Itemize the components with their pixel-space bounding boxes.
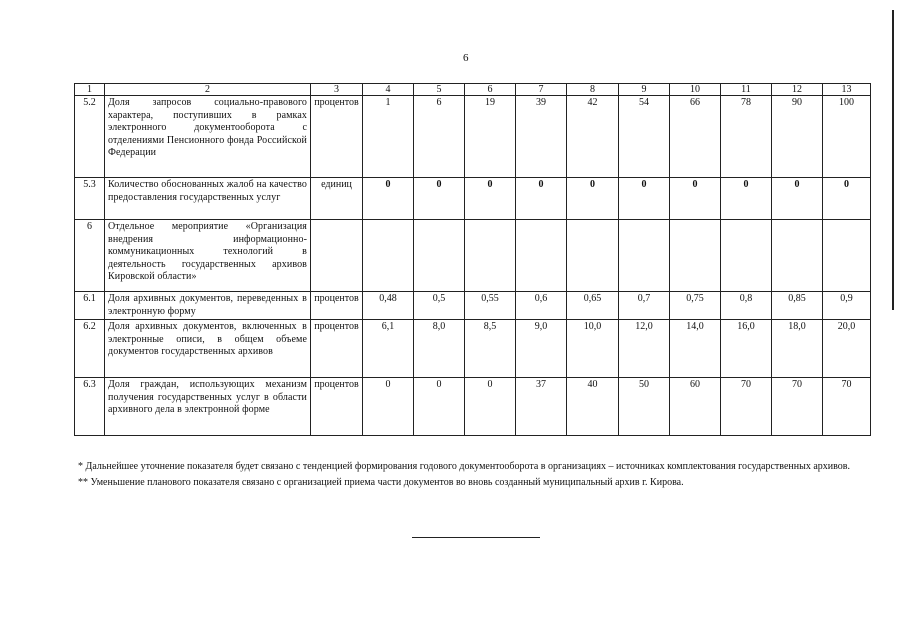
unit-cell: процентов [311,320,363,378]
value-cell: 66 [670,96,721,178]
value-cell [619,220,670,292]
footnote-1: * Дальнейшее уточнение показателя будет связано с тенденцией формирования годового документооборота в организациях – источниках комплектования государственных архивов. [78,461,850,472]
indicator-name: Доля запросов социально-правового характера, поступивших в рамках электронного документооборота с отделениями Пенсионного фонда Российской Федерации [105,96,311,178]
row-number: 6.2 [75,320,105,378]
value-cell: 78 [721,96,772,178]
value-cell [363,220,414,292]
header-cell: 1 [75,84,105,96]
header-cell: 3 [311,84,363,96]
value-cell: 70 [721,378,772,436]
value-cell: 54 [619,96,670,178]
value-cell [721,220,772,292]
value-cell: 0,5 [414,292,465,320]
table-row [75,220,871,292]
value-cell: 60 [670,378,721,436]
value-cell: 6 [414,96,465,178]
indicator-name: Количество обоснованных жалоб на качество предоставления государственных услуг [105,178,311,220]
value-cell: 0 [414,378,465,436]
value-cell [414,220,465,292]
value-cell: 0 [465,378,516,436]
value-cell: 0 [772,178,823,220]
value-cell: 0 [465,178,516,220]
value-cell: 19 [465,96,516,178]
indicator-name: Отдельное мероприятие «Организация внедрения информационно-коммуникационных технологий в деятельность государственных архивов Кировской области» [105,220,311,292]
value-cell: 16,0 [721,320,772,378]
value-cell: 39 [516,96,567,178]
header-cell: 6 [465,84,516,96]
value-cell: 0,55 [465,292,516,320]
header-cell: 7 [516,84,567,96]
header-cell: 12 [772,84,823,96]
end-separator-line [412,537,540,538]
footnotes [78,460,868,492]
value-cell: 9,0 [516,320,567,378]
unit-cell [311,220,363,292]
value-cell [670,220,721,292]
value-cell: 0 [516,178,567,220]
value-cell: 40 [567,378,619,436]
value-cell: 12,0 [619,320,670,378]
value-cell: 8,5 [465,320,516,378]
row-number: 6.3 [75,378,105,436]
value-cell: 0,48 [363,292,414,320]
table-row [75,292,871,320]
unit-cell: единиц [311,178,363,220]
value-cell: 8,0 [414,320,465,378]
value-cell: 1 [363,96,414,178]
unit-cell: процентов [311,378,363,436]
value-cell: 20,0 [823,320,871,378]
indicators-table [74,83,871,436]
value-cell: 0,7 [619,292,670,320]
value-cell: 0,65 [567,292,619,320]
value-cell: 42 [567,96,619,178]
value-cell: 0 [823,178,871,220]
value-cell: 0 [721,178,772,220]
header-cell: 5 [414,84,465,96]
value-cell: 0 [619,178,670,220]
header-cell: 11 [721,84,772,96]
value-cell: 70 [772,378,823,436]
table-row [75,378,871,436]
value-cell: 6,1 [363,320,414,378]
header-cell: 10 [670,84,721,96]
value-cell [567,220,619,292]
header-cell: 13 [823,84,871,96]
value-cell: 0,75 [670,292,721,320]
unit-cell: процентов [311,292,363,320]
value-cell [772,220,823,292]
value-cell: 14,0 [670,320,721,378]
value-cell [823,220,871,292]
row-number: 5.3 [75,178,105,220]
value-cell: 0,6 [516,292,567,320]
page-number: 6 [463,52,469,64]
indicator-name: Доля архивных документов, включенных в электронные описи, в общем объеме документов государственных архивов [105,320,311,378]
header-cell: 9 [619,84,670,96]
value-cell: 90 [772,96,823,178]
header-cell: 8 [567,84,619,96]
value-cell: 37 [516,378,567,436]
row-number: 6.1 [75,292,105,320]
table-row [75,96,871,178]
indicator-name: Доля архивных документов, переведенных в электронную форму [105,292,311,320]
header-cell: 2 [105,84,311,96]
header-cell: 4 [363,84,414,96]
value-cell: 100 [823,96,871,178]
value-cell: 0 [363,378,414,436]
table-row [75,178,871,220]
value-cell: 0,9 [823,292,871,320]
row-number: 6 [75,220,105,292]
value-cell: 18,0 [772,320,823,378]
value-cell [516,220,567,292]
footnote-2: ** Уменьшение планового показателя связано с организацией приема части документов во вновь созданный муниципальный архив г. Кирова. [78,477,684,488]
row-number: 5.2 [75,96,105,178]
value-cell: 0 [670,178,721,220]
value-cell: 0 [414,178,465,220]
page-edge-line [892,10,894,310]
value-cell: 0 [567,178,619,220]
table-header-row [75,84,871,96]
value-cell: 70 [823,378,871,436]
value-cell: 10,0 [567,320,619,378]
value-cell: 0,85 [772,292,823,320]
value-cell [465,220,516,292]
value-cell: 0 [363,178,414,220]
unit-cell: процентов [311,96,363,178]
value-cell: 50 [619,378,670,436]
indicator-name: Доля граждан, использующих механизм получения государственных услуг в области архивного дела в электронной форме [105,378,311,436]
table-row [75,320,871,378]
value-cell: 0,8 [721,292,772,320]
